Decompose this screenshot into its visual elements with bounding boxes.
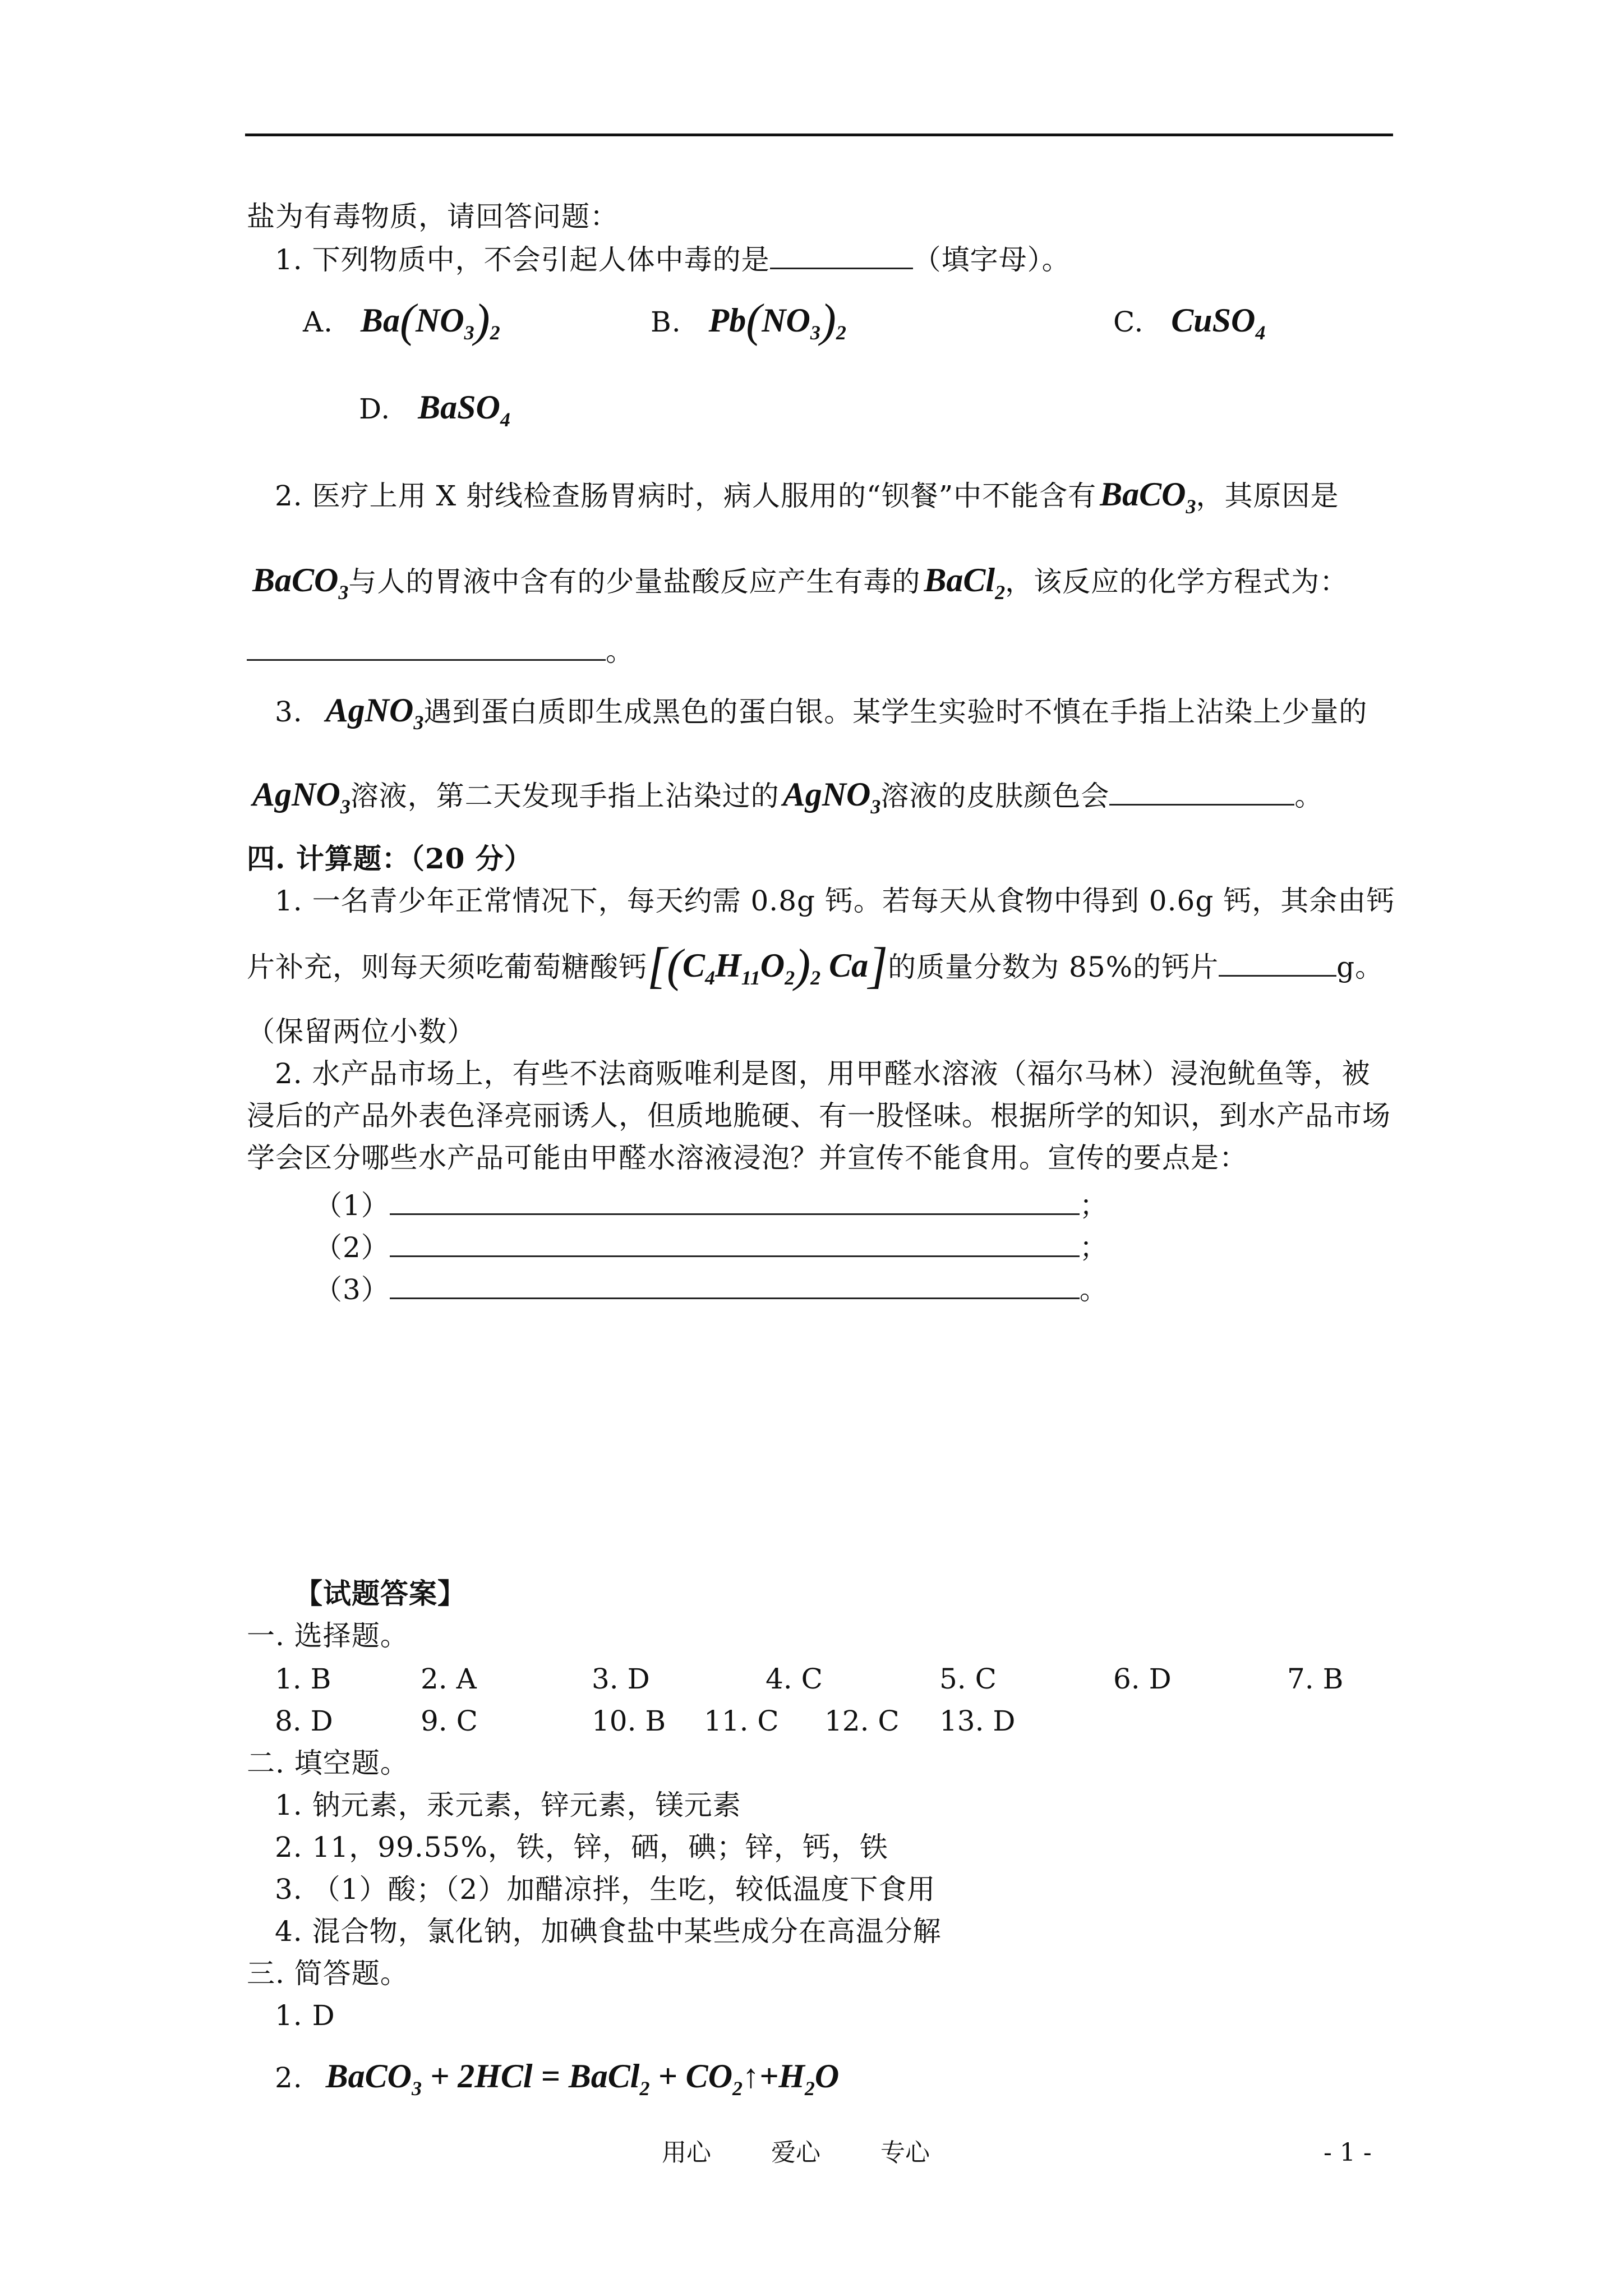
page-number: - 1 - [1324,2138,1372,2167]
answer-fill-3: 3. （1）酸；（2）加醋凉拌，生吃，较低温度下食用 [275,1873,936,1906]
answer-item: 5. C [939,1663,997,1695]
answers-title: 【试题答案】 [294,1577,466,1610]
option-label: B. [651,306,681,338]
q1-suffix: （填字母）。 [912,243,1071,276]
formula-part: H [715,947,741,984]
formula-base: CuSO [1171,302,1256,339]
answer-item: 6. D [1113,1663,1172,1695]
formula-sub: 11 [741,967,760,989]
formula-sub: 2 [995,581,1006,604]
formula-bacl2: BaCl [924,562,995,599]
point-end: ； [1079,1189,1108,1222]
option-label: D. [359,393,391,425]
formula-agno3: AgNO [252,776,340,813]
formula-inner: NO [762,302,810,339]
eq-part: CO [685,2058,733,2095]
q1-answer-blank [770,243,913,269]
q3-text: 溶液的皮肤颜色会 [880,780,1110,812]
eq-part: H [778,2058,805,2095]
formula-inner: NO [415,302,464,339]
q1-option-b: B. $Pb(NO_3)_2$ [651,295,846,347]
formula-sub: 2 [810,967,821,989]
footer-word-1: 用心 [662,2138,711,2167]
q3-number: 3. [275,696,303,728]
answer-item: 13. D [939,1705,1016,1737]
formula-sub: 4 [500,408,510,431]
s4-q1-answer-blank [1219,950,1336,977]
s4-q2-line2: 浸后的产品外表色泽亮丽诱人，但质地脆硬、有一股怪味。根据所学的知识，到水产品市场 [247,1099,1391,1132]
q2-text: 与人的胃液中含有的少量盐酸反应产生有毒的 [348,565,921,598]
point-label: （1） [314,1189,390,1222]
eq-part: O [814,2058,840,2095]
answer-short-1: 1. D [275,1999,335,2032]
q2-line1 [275,477,1339,524]
answers-sec3-title: 三. 简答题。 [247,1957,409,1990]
formula-sub: 2 [490,321,500,344]
option-label: A. [303,306,334,338]
eq-sub: 2 [732,2077,743,2100]
formula-sub: 3 [810,321,820,344]
formula-sub: 4 [1255,321,1266,344]
q1-number: 1. [275,243,303,276]
answer-item: 12. C [824,1705,900,1737]
answer-item: 3. D [592,1663,650,1695]
q2-text: 医疗上用 X 射线检查肠胃病时，病人服用的“钡餐”中不能含有 [312,480,1097,512]
s4-q1-line3: （保留两位小数） [247,1015,476,1048]
s4-q1-text: 的质量分数为 85%的钙片 [888,951,1219,983]
formula-sub: 2 [836,321,846,344]
point-end: ； [1079,1231,1108,1264]
footer-word-2: 爱心 [771,2138,820,2167]
q3-text: 溶液，第二天发现手指上沾染过的 [350,780,780,812]
q1-option-c [1113,303,1265,350]
formula-part: C [683,947,706,984]
eq-part: BaCl [568,2058,640,2095]
option-label: C. [1113,306,1144,338]
answer-item: 2. A [421,1663,477,1695]
point-blank [390,1189,1080,1215]
q2-line2 [252,563,1348,610]
eq-sub: 2 [804,2077,815,2100]
intro-text: 盐为有毒物质，请回答问题： [247,200,619,233]
point-label: （2） [314,1231,390,1264]
formula-sub: 3 [1186,495,1196,518]
q2-text: ，该反应的化学方程式为： [1005,565,1349,598]
formula-agno3: AgNO [325,692,414,729]
q2-text: ，其原因是 [1196,480,1339,512]
q2-number: 2. [275,480,303,512]
point-2 [314,1230,1108,1265]
s4-q1-end: g。 [1336,951,1384,983]
formula-part: O [760,947,785,984]
point-end: 。 [1079,1273,1108,1306]
q1-line [275,242,1071,277]
eq-sub: 2 [639,2077,650,2100]
s4-q2-line3: 学会区分哪些水产品可能由甲醛水溶液浸泡？并宣传不能食用。宣传的要点是： [247,1142,1248,1174]
eq-part: + [759,2058,779,2095]
answer-item: 9. C [421,1705,478,1737]
answer-item: 4. C [766,1663,823,1695]
section4-title: 四. 计算题：（20 分） [247,842,533,875]
answer-item: 11. C [704,1705,779,1737]
answer-fill-1: 1. 钠元素，汞元素，锌元素，镁元素 [275,1789,741,1821]
footer-word-3: 专心 [880,2138,930,2167]
eq-part: + [649,2058,686,2095]
formula-sub: 3 [870,795,881,818]
answer-short-2 [275,2059,839,2106]
formula-sub: 3 [464,321,474,344]
answer-item: 10. B [592,1705,666,1737]
eq-part: + 2HCl = [422,2058,569,2095]
formula-sub: 3 [338,581,349,604]
formula-base: Pb [708,302,746,339]
q2-line3 [247,634,634,669]
answer-label: 2. [275,2062,303,2094]
formula-baco3: BaCO [1100,476,1186,513]
point-blank [390,1273,1080,1299]
formula-base: BaSO [418,389,500,426]
formula-agno3: AgNO [782,776,871,813]
answer-fill-2: 2. 11，99.55%，铁，锌，硒，碘；锌，钙，铁 [275,1831,888,1864]
eq-part: BaCO [325,2058,412,2095]
answer-item: 8. D [275,1705,333,1737]
point-3 [314,1272,1108,1307]
q3-line2 [252,777,1323,824]
answer-item: 7. B [1287,1663,1344,1695]
s4-q1-line1: 1. 一名青少年正常情况下，每天约需 0.8g 钙。若每天从食物中得到 0.6g 钙，其余由钙 [275,885,1395,917]
formula-calcium-gluconate: [$(C_4H_{11}O_2)_2$ Ca] [647,938,888,993]
point-blank [390,1231,1080,1257]
s4-q1-text: 片补充，则每天须吃葡萄糖酸钙 [247,951,647,983]
formula-sub: 3 [340,795,351,818]
point-1 [314,1188,1108,1223]
formula-base: Ba [360,302,400,339]
answer-item: 1. B [275,1663,331,1695]
q1-option-a: A. $Ba(NO_3)_2$ [303,295,500,347]
chemical-equation [325,2058,840,2100]
q3-text: 遇到蛋白质即生成黑色的蛋白银。某学生实验时不慎在手指上沾染上少量的 [423,696,1368,728]
formula-sub: 4 [705,967,716,989]
up-arrow-icon: ↑ [743,2058,760,2095]
answer-fill-4: 4. 混合物，氯化钠，加碘食盐中某些成分在高温分解 [275,1915,942,1948]
q3-end: 。 [1294,780,1324,812]
q1-option-d [359,390,510,437]
formula-sub: 2 [785,967,795,989]
q1-text: 下列物质中，不会引起人体中毒的是 [312,243,770,276]
q3-answer-blank [1109,779,1294,806]
q2-answer-blank [247,634,606,661]
eq-sub: 3 [412,2077,422,2100]
q3-line1 [275,693,1367,740]
formula-sub: 3 [413,711,424,734]
answers-sec2-title: 二. 填空题。 [247,1747,409,1779]
answers-sec1-title: 一. 选择题。 [247,1619,409,1652]
point-label: （3） [314,1273,390,1306]
s4-q2-line1: 2. 水产品市场上，有些不法商贩唯利是图，用甲醛水溶液（福尔马林）浸泡鱿鱼等，被 [275,1057,1371,1090]
header-rule [245,134,1393,136]
formula-baco3: BaCO [252,562,339,599]
formula-part: Ca [829,947,869,984]
s4-q1-line2 [247,938,1384,995]
q2-end: 。 [606,635,634,668]
